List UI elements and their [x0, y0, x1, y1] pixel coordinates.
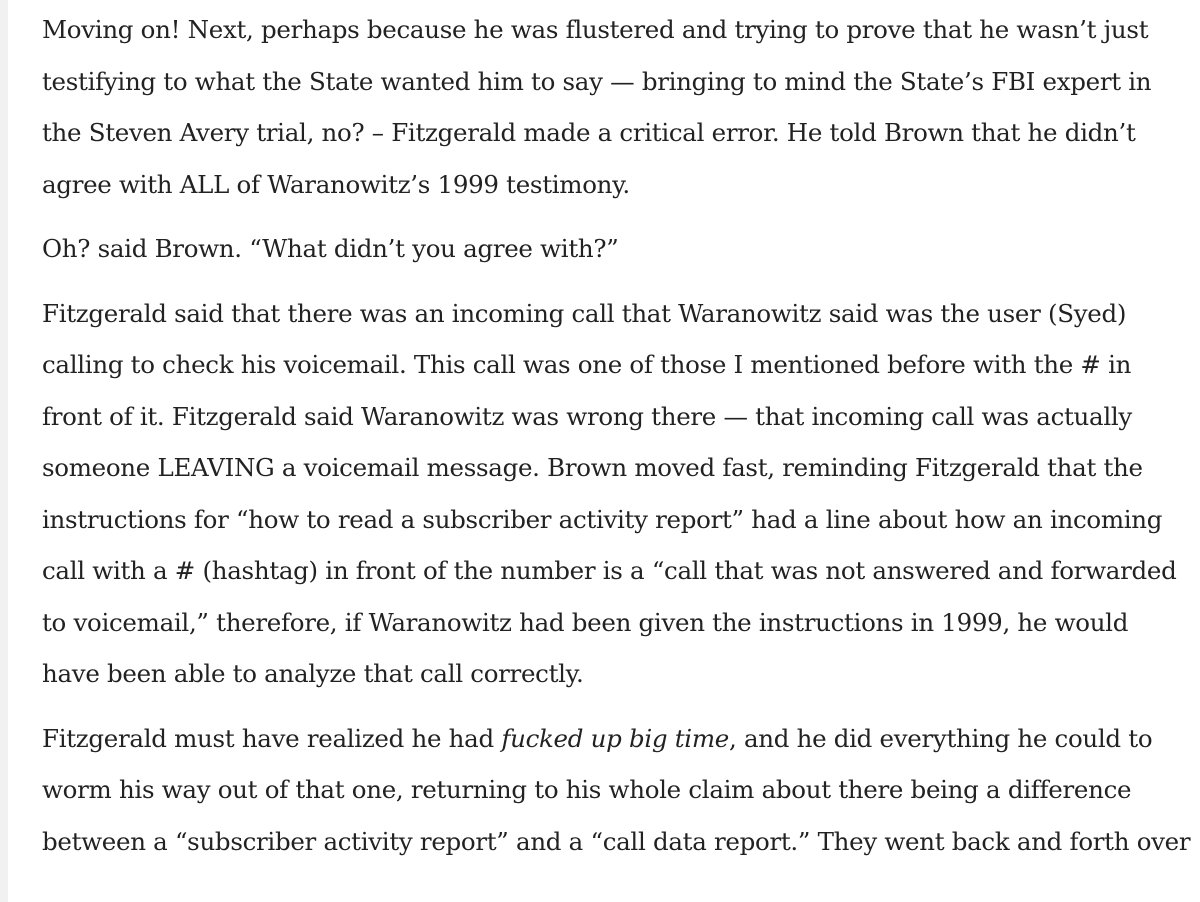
paragraph-line [42, 713, 1200, 765]
article-body [42, 0, 1200, 867]
paragraph-3 [42, 288, 1200, 700]
paragraph-1 [42, 0, 1200, 210]
paragraph-line: front of it. Fitzgerald said Waranowitz was wrong there — that incoming call was actually [42, 401, 1132, 431]
paragraph-line: to voicemail,” therefore, if Waranowitz had been given the instructions in 1999, he would [42, 607, 1129, 637]
paragraph-line: have been able to analyze that call correctly. [42, 659, 584, 688]
paragraph-line: the Steven Avery trial, no? – Fitzgerald made a critical error. He told Brown that he didn’t [42, 118, 1136, 147]
paragraph-line: calling to check his voicemail. This call was one of those I mentioned before with the # in [42, 350, 1132, 379]
paragraph-line: worm his way out of that one, returning to his whole claim about there being a difference [42, 775, 1132, 804]
paragraph-line: Fitzgerald said that there was an incoming call that Waranowitz said was the user (Syed) [42, 298, 1127, 328]
paragraph-line: instructions for “how to read a subscriber activity report” had a line about how an incoming [42, 504, 1163, 534]
paragraph-line: someone LEAVING a voicemail message. Brown moved fast, reminding Fitzgerald that the [42, 453, 1143, 482]
emphasis-text: fucked up big time [501, 723, 729, 753]
paragraph-line: call with a # (hashtag) in front of the number is a “call that was not answered and forwarded [42, 556, 1177, 585]
paragraph-line: between a “subscriber activity report” and a “call data report.” They went back and forth over [42, 826, 1191, 856]
paragraph-2 [42, 223, 1200, 275]
paragraph-line: Oh? said Brown. “What didn’t you agree with?” [42, 234, 619, 263]
paragraph-line: agree with ALL of Waranowitz’s 1999 testimony. [42, 169, 630, 199]
paragraph-text: Fitzgerald must have realized he had [42, 723, 502, 753]
paragraph-line: Moving on! Next, perhaps because he was flustered and trying to prove that he wasn’t just [42, 15, 1149, 44]
paragraph-text: , and he did everything he could to [728, 723, 1153, 753]
paragraph-4 [42, 713, 1200, 868]
page-left-edge [0, 0, 8, 902]
paragraph-line: testifying to what the State wanted him to say — bringing to mind the State’s FBI expert in [42, 66, 1152, 96]
